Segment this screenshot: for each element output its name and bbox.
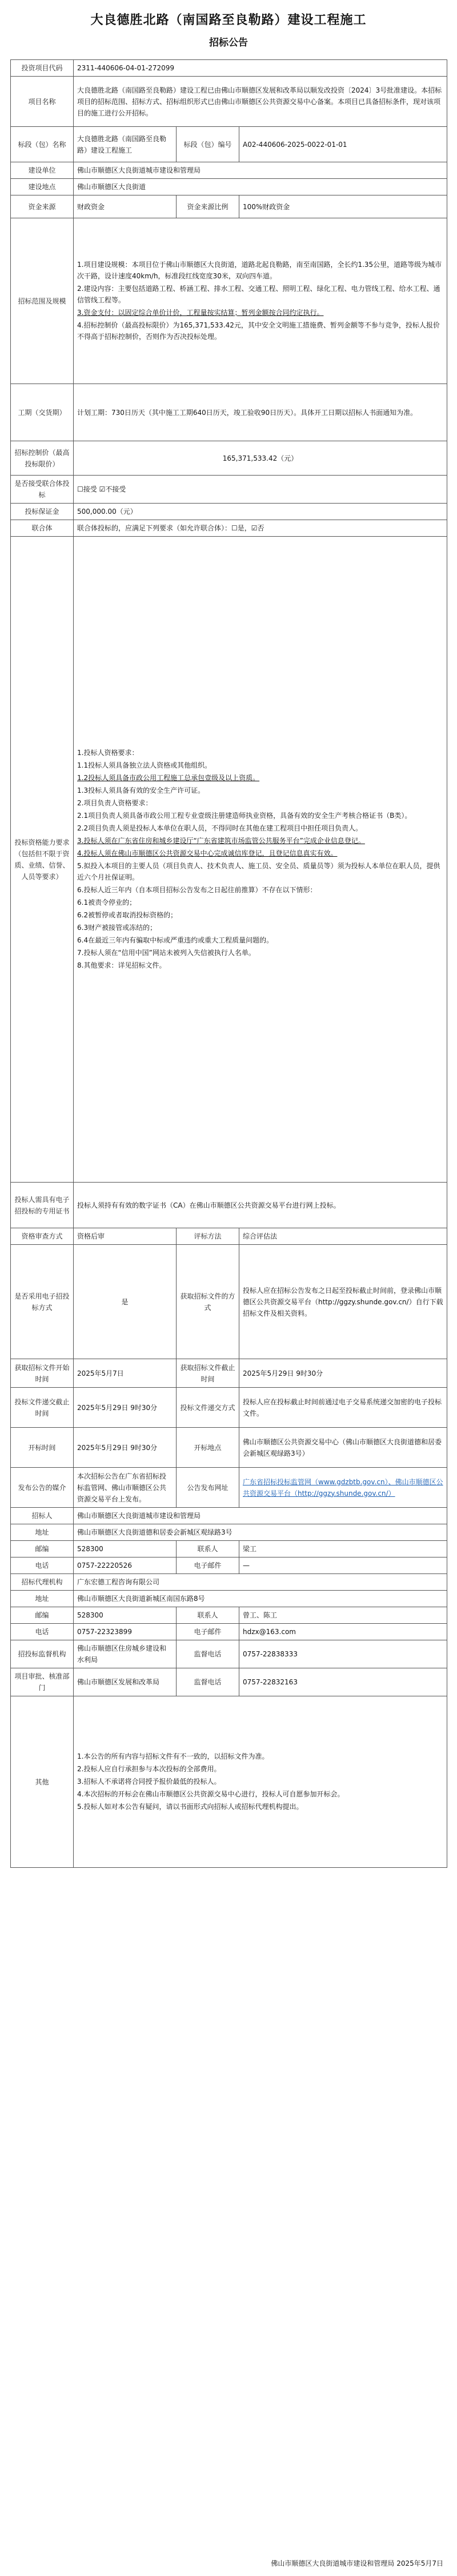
agency-mail-value: hdzx@163.com bbox=[239, 1624, 447, 1640]
bid-docs-value: 投标人应在招标公告发布之日起至投标截止时间前，登录佛山市顺德区公共资源交易平台（http://ggzy.shunde.gov.cn/）自行下载招标文件及相关资料。 bbox=[239, 1245, 447, 1359]
qualification-para: 2.2项目负责人须是投标人本单位在职人员，不得同时在其他在建工程项目中担任项目负责人。 bbox=[77, 824, 363, 832]
publish-sites-label: 公告发布网址 bbox=[177, 1468, 239, 1508]
qualification-para: 1.3投标人须具备有效的安全生产许可证。 bbox=[77, 786, 205, 794]
place-value: 佛山市顺德区公共资源交易中心（佛山市顺德区大良街道德和居委会新城区观绿路3号） bbox=[239, 1428, 447, 1468]
agency-zip-value: 528300 bbox=[74, 1607, 177, 1624]
supervise-tel-label: 监督电话 bbox=[177, 1640, 239, 1668]
publish-sites-link[interactable]: 广东省招标投标监管网（www.gdzbtb.gov.cn）、佛山市顺德区公共资源交易平台（http://ggzy.shunde.gov.cn/） bbox=[239, 1468, 447, 1508]
eval-method-value: 综合评估法 bbox=[239, 1228, 447, 1245]
agency-addr-value: 佛山市顺德区大良街道新城区南国东路8号 bbox=[74, 1591, 447, 1607]
online-label: 是否采用电子招投标方式 bbox=[11, 1245, 74, 1359]
eval-method-label: 评标方法 bbox=[177, 1228, 239, 1245]
owner-mail-value: — bbox=[239, 1557, 447, 1574]
owner-tel-value: 0757-22220526 bbox=[74, 1557, 177, 1574]
notes-para: 5.投标人如对本公告有疑问，请以书面形式向招标人或招标代理机构提出。 bbox=[77, 1802, 303, 1811]
scope-para: 2.建设内容：主要包括道路工程、桥涵工程、排水工程、交通工程、照明工程、绿化工程、电力管线工程、给水工程、通信管线工程等。 bbox=[77, 284, 440, 304]
supervise2-label: 项目审批、核准部门 bbox=[11, 1668, 74, 1696]
agency-zip-label: 邮编 bbox=[11, 1607, 74, 1624]
publish-value: 本次招标公告在广东省招标投标监管网、佛山市顺德区公共资源交易平台上发布。 bbox=[74, 1468, 177, 1508]
clarify-label: 投标文件递交方式 bbox=[177, 1388, 239, 1428]
fund-ratio-value: 100%财政资金 bbox=[239, 195, 447, 218]
consortium-label: 联合体 bbox=[11, 520, 74, 537]
bid-deadline-label: 投标文件递交截止时间 bbox=[11, 1388, 74, 1428]
agency-contact-label: 联系人 bbox=[177, 1607, 239, 1624]
scope-para: 4.招标控制价（最高投标限价）为165,371,533.42元，其中安全文明施工措施费、暂列金额等不参与竞争，投标人报价不得高于招标控制价，否则作为否决投标处理。 bbox=[77, 321, 440, 341]
qualification-para: 7.投标人须在“信用中国”网站未被列入失信被执行人名单。 bbox=[77, 948, 255, 957]
place-label: 开标地点 bbox=[177, 1428, 239, 1468]
project-name-label: 项目名称 bbox=[11, 77, 74, 127]
evaluation-label: 资格审查方式 bbox=[11, 1228, 74, 1245]
supervise2-tel-label: 监督电话 bbox=[177, 1668, 239, 1696]
project-code-label: 投资项目代码 bbox=[11, 60, 74, 77]
owner-addr-value: 佛山市顺德区大良街道德和居委会新城区观绿路3号 bbox=[74, 1524, 447, 1541]
construction-unit-value: 佛山市顺德区大良街道城市建设和管理局 bbox=[74, 162, 447, 179]
deposit-value: 500,000.00（元） bbox=[74, 504, 447, 520]
deposit-label: 投标保证金 bbox=[11, 504, 74, 520]
doc-end-label: 获取招标文件截止时间 bbox=[177, 1359, 239, 1388]
evaluation-value: 资格后审 bbox=[74, 1228, 177, 1245]
tender-code-label: 标段（包）编号 bbox=[177, 127, 239, 162]
doc-end-value: 2025年5月29日 9时30分 bbox=[239, 1359, 447, 1388]
deposit-mode-label: 是否接受联合体投标 bbox=[11, 476, 74, 504]
qualification-para: 1.2投标人须具备市政公用工程施工总承包壹级及以上资质。 bbox=[77, 773, 260, 782]
agency-value: 广东宏德工程咨询有限公司 bbox=[74, 1574, 447, 1591]
notes-para: 2.投标人应自行承担参与本次投标的全部费用。 bbox=[77, 1764, 221, 1773]
notes-label: 其他 bbox=[11, 1696, 74, 1868]
qualification-para: 6.2被暂停或者取消投标资格的； bbox=[77, 910, 178, 919]
qualification-para: 6.投标人近三年内（自本项目招标公告发布之日起往前推算）不存在以下情形： bbox=[77, 885, 317, 894]
bid-docs-label: 获取招标文件的方式 bbox=[177, 1245, 239, 1359]
owner-tel-label: 电话 bbox=[11, 1557, 74, 1574]
location-value: 佛山市顺德区大良街道 bbox=[74, 179, 447, 195]
clarify-value: 投标人应在投标截止时间前通过电子交易系统递交加密的电子投标文件。 bbox=[239, 1388, 447, 1428]
agency-addr-label: 地址 bbox=[11, 1591, 74, 1607]
electronic-label: 投标人需具有电子招投标的专用证书 bbox=[11, 1183, 74, 1228]
agency-tel-label: 电话 bbox=[11, 1624, 74, 1640]
qualification-label: 投标资格能力要求（包括但不限于资质、业绩、信誉、人员等要求） bbox=[11, 537, 74, 1183]
qualification-para: 6.1被责令停业的； bbox=[77, 898, 137, 906]
publish-label: 发布公告的媒介 bbox=[11, 1468, 74, 1508]
page-title: 大良德胜北路（南国路至良勒路）建设工程施工 bbox=[90, 13, 367, 27]
owner-contact-value: 梁工 bbox=[239, 1541, 447, 1557]
tender-name-value: 大良德胜北路（南国路至良勒路）建设工程施工 bbox=[74, 127, 177, 162]
construction-unit-label: 建设单位 bbox=[11, 162, 74, 179]
consortium-value: 联合体投标的，应满足下列要求（如允许联合体）：☐是，☑否 bbox=[74, 520, 447, 537]
online-value: 是 bbox=[74, 1245, 177, 1359]
qualification-para: 1.投标人资格要求： bbox=[77, 748, 139, 757]
price-label: 招标控制价（最高投标限价） bbox=[11, 441, 74, 476]
owner-label: 招标人 bbox=[11, 1508, 74, 1524]
qualification-para: 1.1投标人须具备独立法人资格或其他组织。 bbox=[77, 761, 212, 769]
doc-start-label: 获取招标文件开始时间 bbox=[11, 1359, 74, 1388]
open-value: 2025年5月29日 9时30分 bbox=[74, 1428, 177, 1468]
qualification-para: 2.项目负责人资格要求： bbox=[77, 798, 153, 807]
supervise2-tel-value: 0757-22832163 bbox=[239, 1668, 447, 1696]
tender-code-value: A02-440606-2025-0022-01-01 bbox=[239, 127, 447, 162]
fund-label: 资金来源 bbox=[11, 195, 74, 218]
scope-para: 1.项目建设规模：本项目位于佛山市顺德区大良街道，道路北起良勒路，南至南国路，全长约1.35公里，道路等级为城市次干路，设计速度40km/h，标准段红线宽度30米，双向四车道。 bbox=[77, 260, 442, 280]
scope-value bbox=[74, 218, 447, 384]
scope-label: 招标范围及规模 bbox=[11, 218, 74, 384]
open-label: 开标时间 bbox=[11, 1428, 74, 1468]
agency-contact-value: 曾工、陈工 bbox=[239, 1607, 447, 1624]
notes-para: 4.本次招标的开标会在佛山市顺德区公共资源交易中心进行，投标人可自愿参加开标会。 bbox=[77, 1790, 344, 1798]
location-label: 建设地点 bbox=[11, 179, 74, 195]
owner-zip-label: 邮编 bbox=[11, 1541, 74, 1557]
owner-zip-value: 528300 bbox=[74, 1541, 177, 1557]
agency-label: 招标代理机构 bbox=[11, 1574, 74, 1591]
fund-ratio-label: 资金来源比例 bbox=[177, 195, 239, 218]
agency-tel-value: 0757-22323899 bbox=[74, 1624, 177, 1640]
footer-sign: 佛山市顺德区大良街道城市建设和管理局 2025年5月7日 bbox=[271, 2559, 443, 2567]
page-subtitle: 招标公告 bbox=[209, 37, 248, 49]
owner-mail-label: 电子邮件 bbox=[177, 1557, 239, 1574]
owner-contact-label: 联系人 bbox=[177, 1541, 239, 1557]
supervise-value: 佛山市顺德区住房城乡建设和水利局 bbox=[74, 1640, 177, 1668]
qualification-para: 2.1项目负责人须具备市政公用工程专业壹级注册建造师执业资格，具备有效的安全生产考核合格证书（B类）。 bbox=[77, 811, 412, 820]
qualification-para: 3.投标人须在广东省住房和城乡建设厅“广东省建筑市场监管公共服务平台”完成企业信息登记。 bbox=[77, 836, 365, 845]
doc-start-value: 2025年5月7日 bbox=[74, 1359, 177, 1388]
qualification-para: 5.拟投入本项目的主要人员（项目负责人、技术负责人、施工员、安全员、质量员等）须为投标人本单位在职人员，提供近六个月社保证明。 bbox=[77, 861, 440, 881]
tender-name-label: 标段（包）名称 bbox=[11, 127, 74, 162]
qualification-value bbox=[74, 537, 447, 1183]
period-label: 工期（交货期） bbox=[11, 384, 74, 441]
project-code-value: 2311-440606-04-01-272099 bbox=[74, 60, 447, 77]
supervise-tel-value: 0757-22838333 bbox=[239, 1640, 447, 1668]
project-name-value: 大良德胜北路（南国路至良勒路）建设工程已由佛山市顺德区发展和改革局以顺发改投资〔2024〕3号批准建设。本招标项目的招标范围、招标方式、招标组织形式已由佛山市顺德区公共资源交易中心备案。本项目已具备招标条件，现对该项目的施工进行公开招标。 bbox=[74, 77, 447, 127]
notes-para: 1.本公告的所有内容与招标文件有不一致的，以招标文件为准。 bbox=[77, 1752, 269, 1760]
supervise-label: 招投标监督机构 bbox=[11, 1640, 74, 1668]
supervise2-value: 佛山市顺德区发展和改革局 bbox=[74, 1668, 177, 1696]
qualification-para: 4.投标人须在佛山市顺德区公共资源交易中心完成诚信库登记，且登记信息真实有效。 bbox=[77, 849, 338, 857]
scope-para: 3.资金支付：以固定综合单价计价，工程量按实结算；暂列金额按合同约定执行。 bbox=[77, 308, 324, 317]
notes-value bbox=[74, 1696, 447, 1868]
period-value: 计划工期：730日历天（其中施工工期640日历天，竣工验收90日历天）。具体开工日期以招标人书面通知为准。 bbox=[74, 384, 447, 441]
deposit-mode-value: ☐接受 ☑不接受 bbox=[74, 476, 447, 504]
bid-deadline-value: 2025年5月29日 9时30分 bbox=[74, 1388, 177, 1428]
agency-mail-label: 电子邮件 bbox=[177, 1624, 239, 1640]
owner-addr-label: 地址 bbox=[11, 1524, 74, 1541]
fund-value: 财政资金 bbox=[74, 195, 177, 218]
qualification-para: 6.4在最近三年内有骗取中标或严重违约或重大工程质量问题的。 bbox=[77, 936, 274, 944]
price-value: 165,371,533.42（元） bbox=[74, 441, 447, 476]
notice-table bbox=[10, 59, 447, 1868]
qualification-para: 6.3财产被接管或冻结的； bbox=[77, 923, 157, 932]
qualification-para: 8.其他要求：详见招标文件。 bbox=[77, 961, 166, 969]
notes-para: 3.招标人不承诺将合同授予报价最低的投标人。 bbox=[77, 1777, 221, 1786]
owner-value: 佛山市顺德区大良街道城市建设和管理局 bbox=[74, 1508, 447, 1524]
electronic-value: 投标人须持有有效的数字证书（CA）在佛山市顺德区公共资源交易平台进行网上投标。 bbox=[74, 1183, 447, 1228]
